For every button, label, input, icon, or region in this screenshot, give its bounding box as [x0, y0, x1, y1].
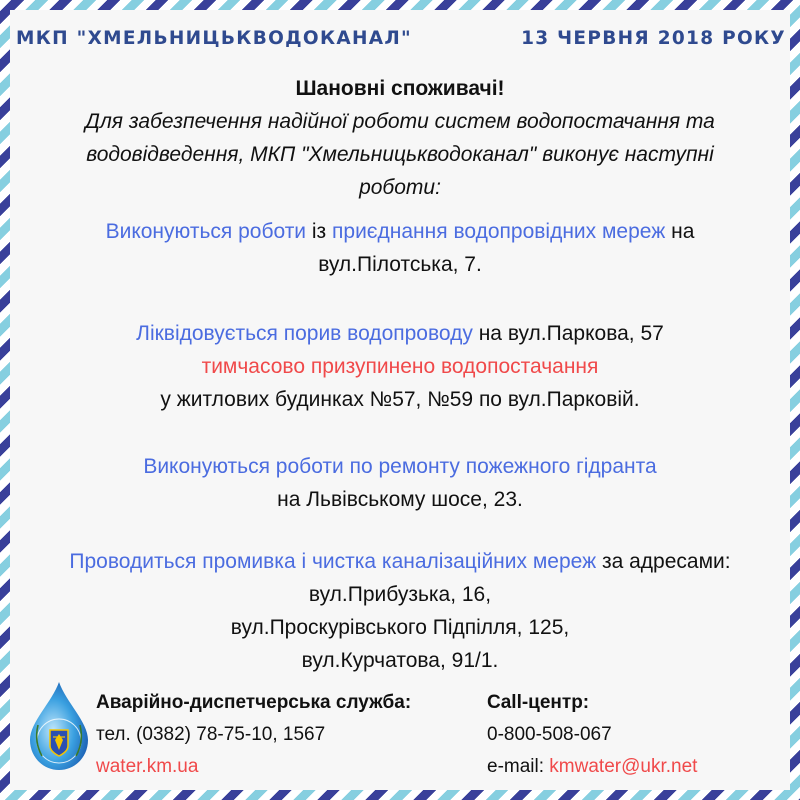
- work-item-connection-action: Виконуються роботи: [105, 220, 307, 243]
- notice-date: 13 ЧЕРВНЯ 2018 РОКУ: [521, 28, 786, 49]
- email-row: [487, 751, 697, 783]
- work-item-connection-line1: [0, 215, 800, 248]
- greeting-section: [0, 72, 800, 204]
- work-item-sewer-line1: [0, 545, 800, 578]
- callcenter-title: Call-центр:: [487, 692, 590, 713]
- greeting-intro-line2: водовідведення, МКП "Хмельницькводоканал" виконує наступні: [86, 143, 714, 166]
- work-item-connection: [0, 215, 800, 281]
- work-item-leak-address: на вул.Паркова, 57: [472, 322, 664, 345]
- callcenter-contacts: [487, 687, 697, 783]
- emergency-contacts: [96, 687, 411, 783]
- email-link[interactable]: kmwater@ukr.net: [549, 756, 698, 777]
- emergency-phone[interactable]: тел. (0382) 78-75-10, 1567: [96, 724, 326, 745]
- work-item-connection-conj: із: [306, 220, 333, 243]
- work-item-sewer-suffix: за адресами:: [596, 550, 731, 573]
- emergency-title: Аварійно-диспетчерська служба:: [96, 692, 412, 713]
- work-item-sewer-action: Проводиться промивка і чистка каналізаційних мереж: [69, 550, 597, 573]
- work-item-sewer: [0, 545, 800, 677]
- greeting-intro-line3: роботи:: [359, 176, 441, 199]
- water-drop-logo-icon: [26, 680, 92, 772]
- work-item-connection-object: приєднання водопровідних мереж: [332, 220, 666, 243]
- email-label: e-mail:: [487, 756, 550, 777]
- work-item-sewer-address-3: вул.Курчатова, 91/1.: [301, 649, 499, 672]
- work-item-leak-line1: [0, 317, 800, 350]
- work-item-leak-action: Ліквідовується порив водопроводу: [136, 322, 473, 345]
- work-item-leak: [0, 317, 800, 416]
- work-item-connection-address: вул.Пілотська, 7.: [318, 253, 482, 276]
- header-bar: [16, 28, 786, 49]
- work-item-hydrant: [0, 450, 800, 516]
- website-link[interactable]: water.km.ua: [96, 756, 199, 777]
- greeting-intro-line1: Для забезпечення надійної роботи систем водопостачання та: [85, 110, 715, 133]
- work-item-hydrant-address: на Львівському шосе, 23.: [277, 488, 523, 511]
- callcenter-phone[interactable]: 0-800-508-067: [487, 724, 612, 745]
- work-item-sewer-address-2: вул.Проскурівського Підпілля, 125,: [230, 616, 570, 639]
- company-logo: [26, 680, 92, 772]
- work-item-hydrant-action: Виконуються роботи по ремонту пожежного гідранта: [143, 455, 657, 478]
- work-item-connection-prep: на: [665, 220, 695, 243]
- greeting-title: Шановні споживачі!: [295, 77, 505, 100]
- org-name: МКП "ХМЕЛЬНИЦЬКВОДОКАНАЛ": [16, 28, 412, 49]
- work-item-sewer-address-1: вул.Прибузька, 16,: [308, 583, 492, 606]
- water-suspension-notice: тимчасово призупинено водопостачання: [201, 355, 599, 378]
- work-item-leak-buildings: у житлових будинках №57, №59 по вул.Парковій.: [160, 388, 640, 411]
